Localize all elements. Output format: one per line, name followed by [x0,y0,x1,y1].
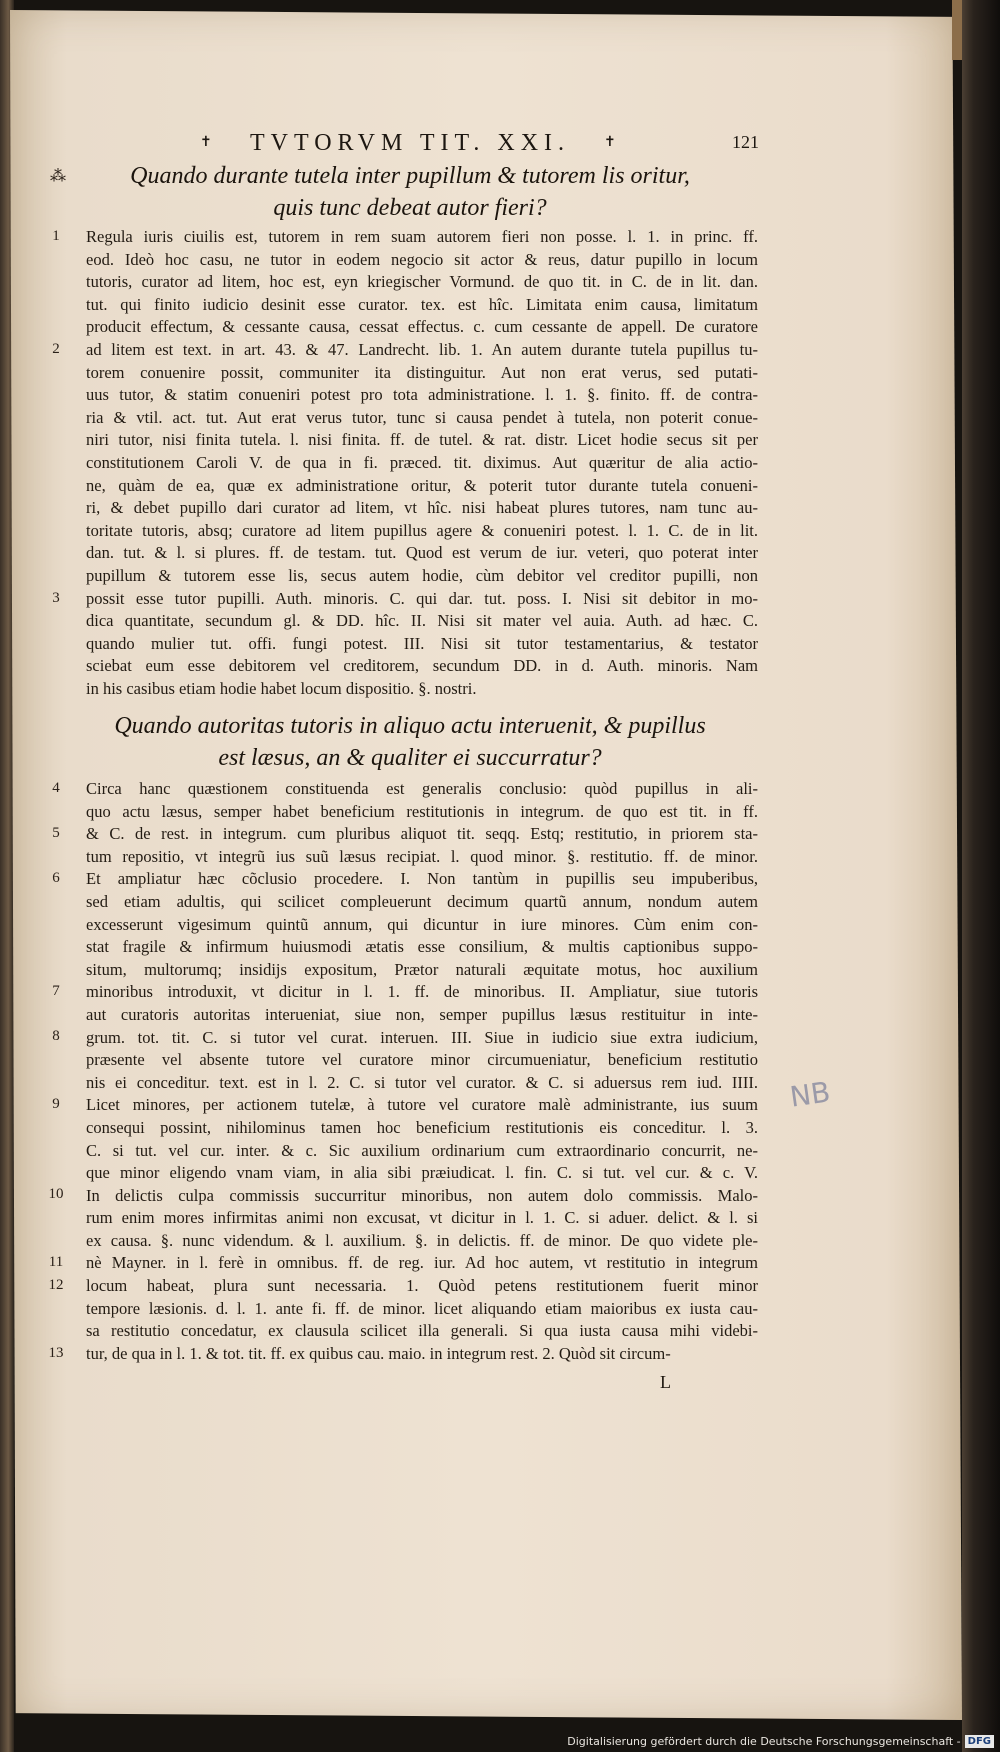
text-line: ne, quàm de ea, quæ ex administratione oritur, & poterit tutor durante tutela conueni- [86,475,758,495]
head-ornament-right: ✝ [604,135,616,150]
text-line: dan. tut. & l. si plures. ff. de testam. tut. Quod est verum de iur. veteri, quo poterat inter [86,543,758,563]
text-line: quo actu læsus, semper habet beneficium restitutionis in integrum. de quo est tit. in ff. [86,801,758,821]
text-line: excesserunt vigesimum quintũ annum, qui dicuntur in iure minores. Cùm enim con- [86,914,758,934]
right-binding-shadow [962,0,1000,1752]
heading-line: quis tunc debeat autor fieri? [273,195,547,221]
margin-number: 8 [52,1028,60,1044]
heading-line: Quando durante tutela inter pupillum & tutorem lis oritur, [130,163,690,189]
margin-number: 13 [48,1345,64,1361]
text-line: locum habeat, plura sunt necessaria. 1. Quòd petens restitutionem fuerit minor [86,1276,758,1296]
margin-number: 3 [52,590,60,606]
dfg-logo: DFG [965,1735,994,1748]
margin-number: 6 [52,870,60,886]
text-line: Licet minores, per actionem tutelæ, à tutore vel curatore malè administrante, ius suum [86,1095,758,1115]
section-body-1 [86,226,758,700]
attribution-text: Digitalisierung gefördert durch die Deutsche Forschungsgemeinschaft - [567,1735,961,1748]
folio-tab [952,0,962,60]
text-line: minoribus introduxit, vt dicitur in l. 1. ff. de minoribus. II. Ampliatur, siue tutoris [86,982,758,1002]
text-line: ria & vtil. act. tut. Aut erat verus tutor, tunc si causa pendet à tutela, non poterit conue- [86,407,758,427]
text-line: aut curatoris autoritas interueniat, siue non, semper pupillus læsus restituitur in inte- [86,1004,758,1024]
margin-number: 10 [48,1186,64,1202]
text-line: tum repositio, vt integrũ ius suũ læsus recipiat. l. quod minor. §. restitutio. ff. de minor. [86,846,758,866]
margin-number: 1 [52,228,60,244]
text-line: præsente vel absente tutore vel curatore minor circumueniatur, beneficium restitutio [86,1050,758,1070]
text-line: tempore læsionis. d. l. 1. ante fi. ff. de minor. licet aliquando etiam maioribus ex iusta cau- [86,1298,758,1318]
text-line: In delictis culpa commissis succurritur minoribus, non autem dolo commissis. Malo- [86,1185,758,1205]
text-line: sed etiam adultis, qui scilicet compleuerunt decimum quartũ annum, nondum autem [86,891,758,911]
text-line: in his casibus etiam hodie habet locum dispositio. §. nostri. [86,678,477,698]
text-line: tut. qui finito iudicio desinit esse curator. tex. est hîc. Limitata enim causa, limitatum [86,294,758,314]
text-line: Circa hanc quæstionem constituenda est generalis conclusio: quòd pupillus in ali- [86,779,758,798]
text-line: ex causa. §. nunc videndum. & l. auxilium. §. in delictis. ff. de minor. De quo videte ple- [86,1230,758,1250]
text-line: rum enim mores infirmitas animi non excusat, vt dicitur in l. 1. C. si aduer. delict. & l. si [86,1208,758,1228]
text-line: Et ampliatur hæc cõclusio procedere. I. Non tantùm in pupillis seu impuberibus, [86,869,758,889]
text-line: que minor eligendo vnam viam, in alia sibi præiudicat. l. fin. C. si tut. vel cur. & c. V. [86,1163,758,1183]
text-line: tur, de qua in l. 1. & tot. tit. ff. ex quibus cau. maio. in integrum rest. 2. Quòd sit circum- [86,1343,671,1363]
text-line: Regula iuris ciuilis est, tutorem in rem suam autorem fieri non posse. l. 1. in princ. ff. [86,227,758,246]
text-line: constitutionem Caroli V. de qua in fi. præced. tit. diximus. Aut quæritur de alia actio- [86,452,758,472]
text-line: ri, & debet pupillo dari curator ad litem, vt hîc. nisi habeat plures tutores, nam tunc au- [86,498,758,518]
margin-number: 4 [52,780,60,796]
folio-number: 121 [732,132,759,152]
running-head: TVTORVM TIT. XXI. [249,130,571,156]
pencil-annotation: NB [787,1075,833,1114]
text-line: producit effectum, & cessante causa, cessat effectus. c. cum cessante de appell. De curatore [86,317,758,337]
text-line: sciebat eum esse debitorem vel creditorem, secundum DD. in d. Auth. minoris. Nam [86,656,758,676]
text-line: uus tutor, & statim conueniri potest pro tota administratione. l. 1. §. finito. ff. de contra- [86,385,758,405]
text-line: grum. tot. tit. C. si tutor vel curat. interuen. III. Siue in iudicio siue extra iudicium, [86,1027,758,1047]
catchword: L [660,1372,671,1392]
text-line: dica quantitate, secundum gl. & DD. hîc. II. Nisi sit mater vel auia. Auth. ad hæc. C. [86,611,758,631]
text-line: niri tutor, nisi finita tutela. l. nisi finita. ff. de tutel. & rat. distr. Licet hodie secus sit per [86,430,758,450]
heading-ornament: ⁂ [50,168,66,185]
text-line: consequi possint, nihilominus tamen hoc beneficium restitutionis eis conceditur. l. 3. [86,1117,758,1137]
heading-line: est læsus, an & qualiter ei succurratur? [218,745,602,771]
section-body-2 [86,778,758,1365]
text-line: torem conuenire possit, communiter ita distinguitur. Aut non erat verus, sed putati- [86,362,758,382]
margin-number: 2 [52,341,60,357]
margin-number: 9 [52,1096,60,1112]
text-line: nis ei conceditur. text. est in l. 2. C. si tutor vel curator. & C. si aduersus rem iud. IIII. [86,1072,758,1092]
text-line: & C. de rest. in integrum. cum pluribus aliquot tit. seqq. Estq; restitutio, in priorem sta- [86,824,758,844]
text-line: possit esse tutor pupilli. Auth. minoris. C. qui dar. tut. poss. I. Nisi sit debitor in mo- [86,588,758,608]
text-line: ad litem est text. in art. 43. & 47. Landrecht. lib. 1. An autem durante tutela pupillus tu- [86,339,758,359]
attribution-footer [567,1735,994,1748]
text-line: situm, multorumq; insidijs expositum, Prætor naturali æquitate motus, hoc auxilium [86,959,758,979]
text-line: stat fragile & infirmum huiusmodi ætatis esse consilium, & multis captionibus suppo- [86,937,758,957]
section-heading-2 [100,710,720,774]
text-line: tutoris, curator ad litem, hoc est, eyn kriegischer Vormund. de quo tit. in C. de in lit. dan. [86,272,758,292]
margin-number: 7 [52,983,60,999]
text-line: eod. Ideò hoc casu, ne tutor in eodem negocio sit actor & reus, datur pupillo in locum [86,249,758,269]
head-ornament-left: ✝ [200,135,212,150]
margin-number: 5 [52,825,60,841]
text-line: sa restitutio concedatur, ex clausula scilicet illa generali. Si qua iusta causa mihi videbi- [86,1321,758,1341]
margin-number: 12 [48,1277,64,1293]
heading-line: Quando autoritas tutoris in aliquo actu interuenit, & pupillus [114,713,706,739]
text-line: pupillum & tutorem esse lis, secus autem hodie, cùm debitor vel creditor pupilli, non [86,565,758,585]
section-heading-1 [100,160,720,224]
text-line: C. si tut. vel cur. inter. & c. Sic auxilium ordinarium cum extraordinario concurrit, ne- [86,1140,758,1160]
text-line: toritate tutoris, absq; curatore ad litem pupillus agere & conueniri potest. l. 1. C. de in lit. [86,520,758,540]
text-line: nè Mayner. in l. ferè in omnibus. ff. de reg. iur. Ad hoc autem, vt restitutio in integrum [86,1253,758,1273]
text-line: quando mulier tut. offi. fungi potest. III. Nisi sit tutor testamentarius, & testator [86,633,758,653]
margin-number: 11 [48,1254,64,1270]
